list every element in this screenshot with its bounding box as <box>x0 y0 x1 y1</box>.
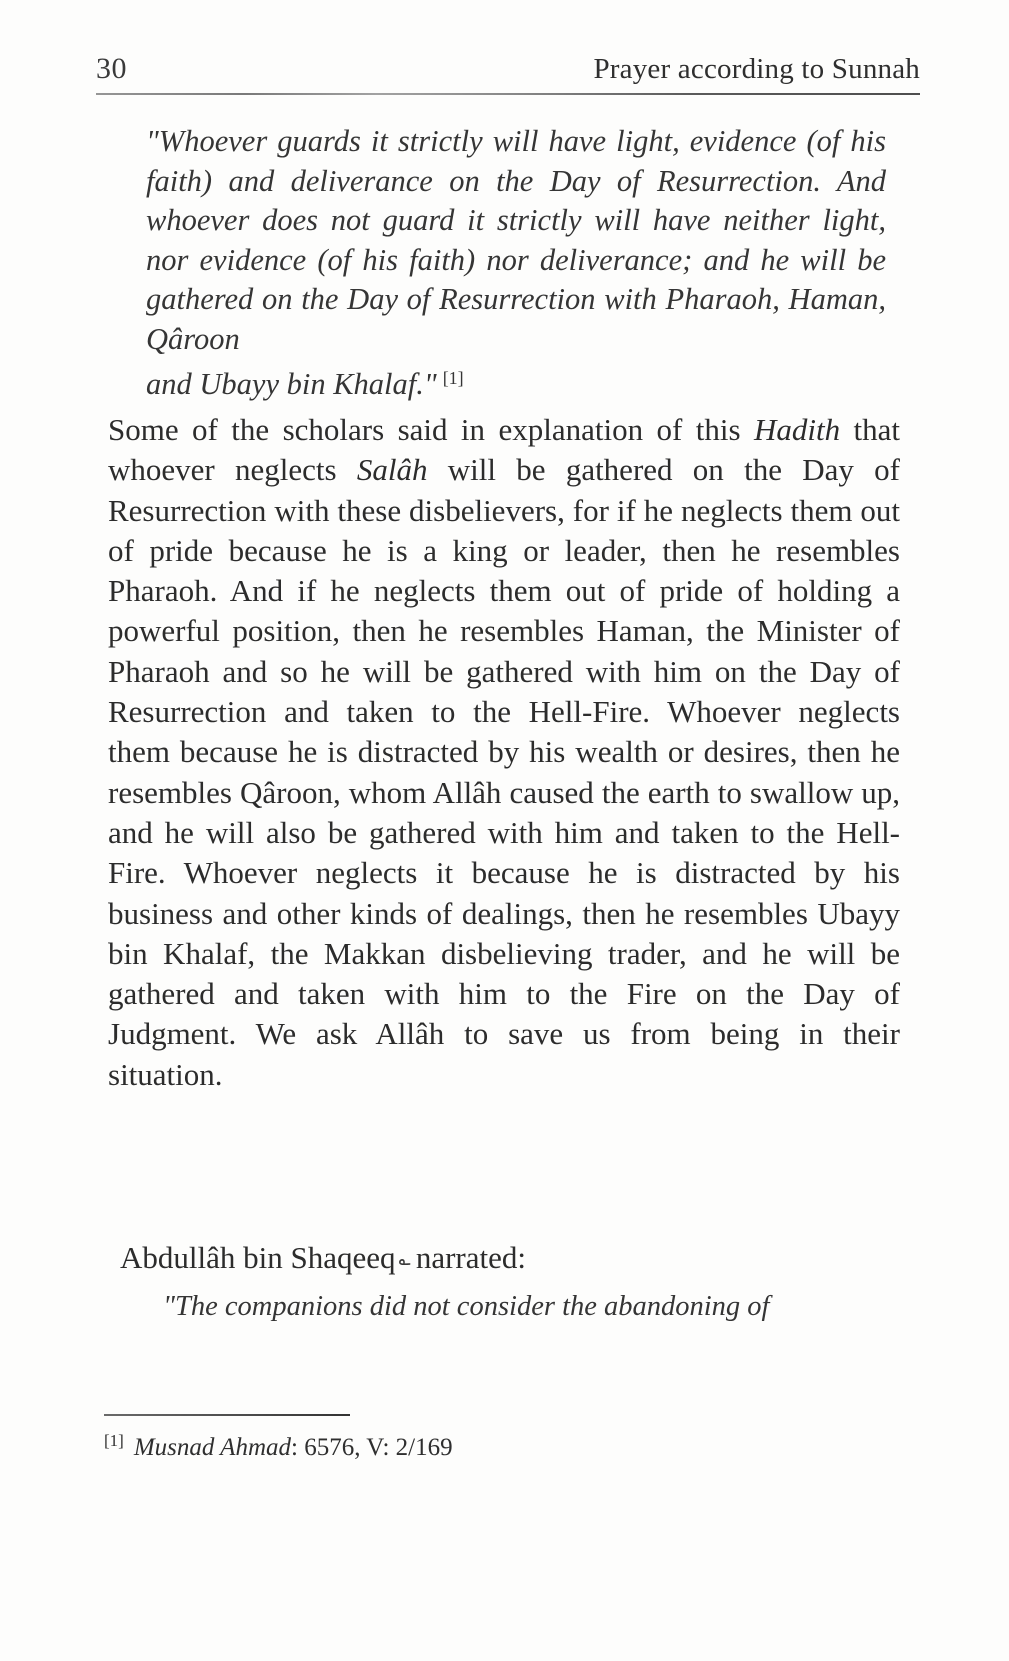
body-paragraph <box>108 410 900 1095</box>
running-title: Prayer according to Sunnah <box>593 53 920 85</box>
arabic-honorific-icon: ؎ <box>398 1246 411 1270</box>
footnote-reference-marker: [1] <box>442 368 464 388</box>
body-segment-3: will be gathered on the Day of Resurrection with these disbelievers, for if he neglects them out of pride because he is a king or leader, then he resembles Pharaoh. And if he neglects them out of pride of holding a powerful position, then he resembles Haman, the Minister of Pharaoh and so he will be gathered with him on the Day of Resurrection and taken to the Hell-Fire. Whoever neglects them because he is distracted by his wealth or desires, then he resembles Qâroon, whom Allâh caused the earth to swallow up, and he will also be gathered with him and taken to the Hell-Fire. Whoever neglects it because he is distracted by his business and other kinds of dealings, then he resembles Ubayy bin Khalaf, the Makkan disbelieving trader, and he will be gathered and taken with him to the Fire on the Day of Judgment. We ask Allâh to save us from being in their situation. <box>108 452 900 1092</box>
footnote <box>104 1424 804 1464</box>
page-header <box>96 52 920 86</box>
page-number: 30 <box>96 52 127 85</box>
term-salah: Salâh <box>356 452 428 488</box>
narrator-attribution <box>120 1238 900 1278</box>
hadith-blockquote <box>146 122 886 405</box>
closing-blockquote: "The companions did not consider the abandoning of <box>163 1291 770 1322</box>
blockquote-last-line-text: and Ubayy bin Khalaf." <box>146 367 437 401</box>
footnote-marker: [1] <box>104 1431 124 1450</box>
blockquote-last-line <box>146 359 886 405</box>
body-segment-2: that whoever neglects <box>108 412 900 488</box>
body-segment-1: Some of the scholars said in explanation of this <box>108 412 754 447</box>
footnote-source: Musnad Ahmad <box>133 1434 292 1461</box>
narrator-name: Abdullâh bin Shaqeeq <box>120 1240 396 1275</box>
narration-verb: narrated: <box>415 1240 526 1275</box>
header-divider <box>96 93 920 95</box>
blockquote-body: "Whoever guards it strictly will have light, evidence (of his faith) and deliverance on the Day of Resurrection. And whoever does not guard it strictly will have neither light, nor evidence (of his faith) nor deliverance; and he will be gathered on the Day of Resurrection with Pharaoh, Haman, Qâroon <box>146 124 886 356</box>
term-hadith: Hadith <box>753 412 841 447</box>
footnote-reference: : 6576, V: 2/169 <box>291 1434 453 1461</box>
footnote-divider <box>104 1414 350 1416</box>
